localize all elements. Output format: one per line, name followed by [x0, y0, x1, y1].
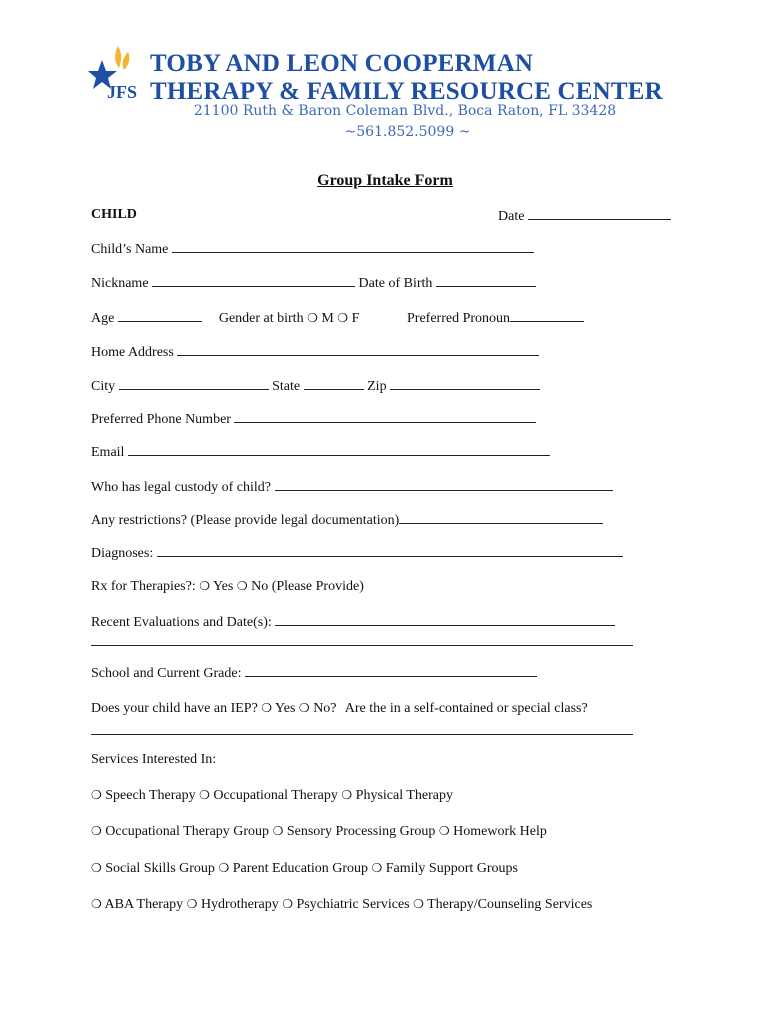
home-address-label: Home Address: [91, 345, 174, 360]
service-radio-icon[interactable]: ❍: [438, 824, 450, 838]
gender-f-radio-icon[interactable]: ❍: [337, 311, 349, 325]
iep-answer-line[interactable]: [91, 734, 633, 735]
service-radio-icon[interactable]: ❍: [371, 861, 383, 875]
custody-blank[interactable]: [275, 477, 613, 491]
gender-f-label: F: [351, 311, 360, 326]
diagnoses-blank[interactable]: [157, 543, 623, 557]
iep-yes-label: Yes: [275, 701, 296, 716]
jfs-logo: [88, 42, 140, 104]
childs-name-field[interactable]: [91, 239, 534, 259]
dob-label: Date of Birth: [358, 276, 433, 291]
service-radio-icon[interactable]: ❍: [186, 897, 198, 911]
evaluations-continuation-line[interactable]: [91, 645, 633, 646]
organization-phone: ~561.852.5099 ~: [344, 124, 471, 140]
form-title: Group Intake Form: [317, 172, 453, 189]
service-option[interactable]: [91, 788, 199, 803]
childs-name-label: Child’s Name: [91, 242, 169, 257]
pronoun-field[interactable]: [407, 308, 584, 328]
email-field[interactable]: [91, 442, 550, 462]
service-radio-icon[interactable]: ❍: [91, 861, 102, 875]
date-field[interactable]: [498, 206, 671, 226]
age-gender-row: [91, 308, 359, 328]
service-radio-icon[interactable]: ❍: [199, 788, 210, 802]
service-radio-icon[interactable]: ❍: [272, 824, 284, 838]
iep-followup-question: Are the in a self-contained or special class?: [344, 701, 588, 716]
age-label: Age: [91, 311, 115, 326]
service-option-label: ABA Therapy: [101, 897, 187, 912]
service-option[interactable]: [187, 897, 283, 912]
email-label: Email: [91, 445, 125, 460]
nickname-blank[interactable]: [152, 273, 355, 287]
service-option[interactable]: [91, 897, 187, 912]
services-heading: Services Interested In:: [91, 752, 217, 767]
service-option-label: Family Support Groups: [382, 861, 518, 876]
email-blank[interactable]: [128, 442, 550, 456]
service-option[interactable]: [413, 897, 592, 912]
service-option-label: Parent Education Group: [229, 861, 372, 876]
school-grade-blank[interactable]: [245, 663, 537, 677]
service-option[interactable]: [273, 824, 439, 839]
diagnoses-label: Diagnoses:: [91, 546, 154, 561]
service-option-label: Psychiatric Services: [292, 897, 414, 912]
dob-blank[interactable]: [436, 273, 536, 287]
service-radio-icon[interactable]: ❍: [91, 897, 102, 911]
date-blank[interactable]: [528, 206, 671, 220]
iep-no-radio-icon[interactable]: ❍: [298, 701, 310, 715]
preferred-phone-field[interactable]: [91, 409, 536, 429]
rx-no-radio-icon[interactable]: ❍: [236, 579, 248, 593]
services-row: [91, 786, 453, 805]
date-label: Date: [498, 209, 525, 224]
evaluations-blank[interactable]: [275, 612, 615, 626]
city-blank[interactable]: [119, 376, 269, 390]
school-grade-field[interactable]: [91, 663, 537, 683]
service-radio-icon[interactable]: ❍: [413, 897, 424, 911]
nickname-label: Nickname: [91, 276, 149, 291]
childs-name-blank[interactable]: [172, 239, 534, 253]
service-option[interactable]: [341, 788, 453, 803]
service-option[interactable]: [199, 788, 341, 803]
city-state-zip-row: [91, 376, 540, 396]
home-address-blank[interactable]: [177, 342, 539, 356]
school-grade-label: School and Current Grade:: [91, 666, 242, 681]
service-option-label: Occupational Therapy Group: [101, 824, 273, 839]
evaluations-field[interactable]: [91, 612, 615, 632]
home-address-field[interactable]: [91, 342, 539, 362]
gender-m-label: M: [321, 311, 334, 326]
gender-label: Gender at birth: [218, 311, 304, 326]
iep-yes-radio-icon[interactable]: ❍: [261, 701, 273, 715]
service-option-label: Occupational Therapy: [209, 788, 342, 803]
organization-address: 21100 Ruth & Baron Coleman Blvd., Boca Raton, FL 33428: [193, 103, 617, 119]
service-option-label: Sensory Processing Group: [283, 824, 439, 839]
preferred-phone-blank[interactable]: [234, 409, 536, 423]
service-option[interactable]: [91, 861, 218, 876]
service-option[interactable]: [439, 824, 547, 839]
service-radio-icon[interactable]: ❍: [91, 824, 102, 838]
rx-row: [91, 577, 364, 596]
pronoun-label: Preferred Pronoun: [407, 311, 511, 326]
service-radio-icon[interactable]: ❍: [341, 788, 353, 802]
service-option[interactable]: [91, 824, 273, 839]
evaluations-label: Recent Evaluations and Date(s):: [91, 615, 272, 630]
service-option[interactable]: [218, 861, 371, 876]
age-blank[interactable]: [118, 308, 202, 322]
nickname-dob-row: [91, 273, 536, 293]
service-option[interactable]: [282, 897, 413, 912]
service-option-label: Social Skills Group: [101, 861, 219, 876]
service-option-label: Hydrotherapy: [197, 897, 283, 912]
organization-name-line2: THERAPY & FAMILY RESOURCE CENTER: [150, 78, 663, 105]
service-radio-icon[interactable]: ❍: [91, 788, 102, 802]
service-option[interactable]: [372, 861, 519, 876]
restrictions-blank[interactable]: [399, 510, 603, 524]
logo-text: JFS: [107, 82, 138, 102]
rx-yes-radio-icon[interactable]: ❍: [199, 579, 210, 593]
service-option-label: Speech Therapy: [101, 788, 200, 803]
restrictions-label: Any restrictions? (Please provide legal documentation): [91, 513, 400, 528]
custody-field[interactable]: [91, 477, 613, 497]
iep-row: [91, 699, 588, 718]
diagnoses-field[interactable]: [91, 543, 623, 563]
custody-label: Who has legal custody of child?: [91, 480, 272, 495]
service-radio-icon[interactable]: ❍: [218, 861, 230, 875]
services-row: [91, 859, 518, 878]
rx-yes-label: Yes: [212, 579, 234, 594]
state-blank[interactable]: [304, 376, 364, 390]
gender-m-radio-icon[interactable]: ❍: [307, 311, 318, 325]
service-option-label: Therapy/Counseling Services: [423, 897, 593, 912]
services-row: [91, 822, 547, 841]
service-option-label: Physical Therapy: [352, 788, 453, 803]
iep-no-label: No?: [313, 701, 337, 716]
state-label: State: [272, 379, 301, 394]
pronoun-blank[interactable]: [510, 308, 584, 322]
iep-label: Does your child have an IEP?: [91, 701, 258, 716]
rx-no-label: No (Please Provide): [251, 579, 364, 594]
section-child-heading: CHILD: [91, 207, 137, 222]
services-row: [91, 895, 592, 914]
service-radio-icon[interactable]: ❍: [282, 897, 293, 911]
city-label: City: [91, 379, 116, 394]
rx-label: Rx for Therapies?:: [91, 579, 196, 594]
organization-name-line1: TOBY AND LEON COOPERMAN: [150, 50, 534, 77]
restrictions-field[interactable]: [91, 510, 603, 530]
service-option-label: Homework Help: [449, 824, 547, 839]
zip-label: Zip: [367, 379, 387, 394]
zip-blank[interactable]: [390, 376, 540, 390]
preferred-phone-label: Preferred Phone Number: [91, 412, 231, 427]
